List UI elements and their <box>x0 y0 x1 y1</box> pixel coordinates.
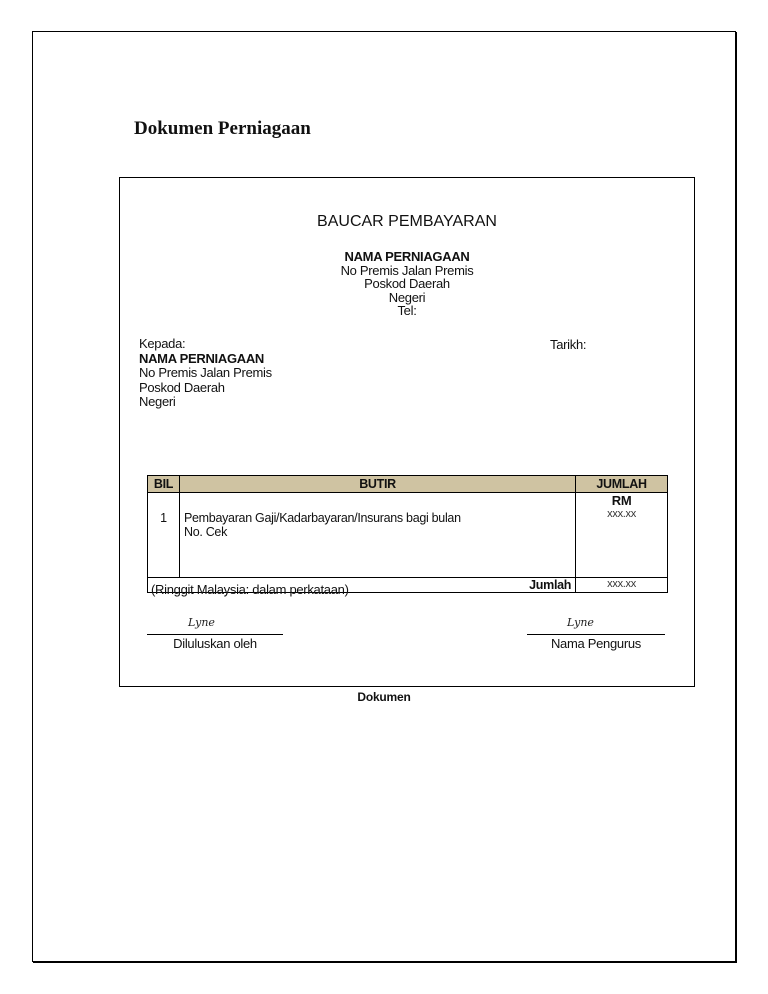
table-row <box>148 493 668 578</box>
row-amount-cell <box>576 493 668 578</box>
issuer-state: Negeri <box>388 289 426 305</box>
items-table <box>147 475 668 593</box>
issuer-tel: Tel: <box>397 303 417 318</box>
currency-label: RM <box>611 493 632 508</box>
row-butir <box>179 493 575 578</box>
row-butir-line1: Pembayaran Gaji/Kadarbayaran/Insurans bagi bulan <box>183 511 461 525</box>
col-butir: BUTIR <box>179 476 575 493</box>
row-bil: 1 <box>148 493 180 578</box>
date-label: Tarikh: <box>550 337 587 352</box>
row-amount: xxx.xx <box>607 508 636 520</box>
signature-line-right <box>527 634 665 635</box>
approved-by-label: Diluluskan oleh <box>173 636 257 651</box>
issuer-address1: No Premis Jalan Premis <box>340 262 474 278</box>
to-label: Kepada: <box>139 336 186 351</box>
signature-left: Lyne <box>188 616 215 629</box>
issuer-name: NAMA PERNIAGAAN <box>344 249 470 264</box>
row-butir-line2: No. Cek <box>183 525 228 539</box>
col-jumlah: JUMLAH <box>576 476 668 493</box>
recipient-state: Negeri <box>139 394 176 409</box>
table-header-row <box>148 476 668 493</box>
signature-right: Lyne <box>567 616 594 629</box>
issuer-block <box>120 250 694 318</box>
recipient-block <box>139 337 272 410</box>
issuer-address2: Poskod Daerah <box>364 276 450 291</box>
signature-line-left <box>147 634 283 635</box>
total-amount: xxx.xx <box>576 578 668 593</box>
page-heading: Dokumen Perniagaan <box>134 118 311 139</box>
payment-voucher <box>119 177 695 687</box>
recipient-address1: No Premis Jalan Premis <box>139 365 272 380</box>
recipient-name: NAMA PERNIAGAAN <box>139 350 265 366</box>
manager-label: Nama Pengurus <box>550 636 642 651</box>
figure-caption: Dokumen <box>357 690 411 704</box>
col-bil: BIL <box>148 476 180 493</box>
amount-in-words: (Ringgit Malaysia: dalam perkataan) <box>151 582 349 597</box>
total-label: Jumlah <box>148 578 576 593</box>
voucher-title: BAUCAR PEMBAYARAN <box>317 213 497 230</box>
recipient-address2: Poskod Daerah <box>139 379 225 395</box>
